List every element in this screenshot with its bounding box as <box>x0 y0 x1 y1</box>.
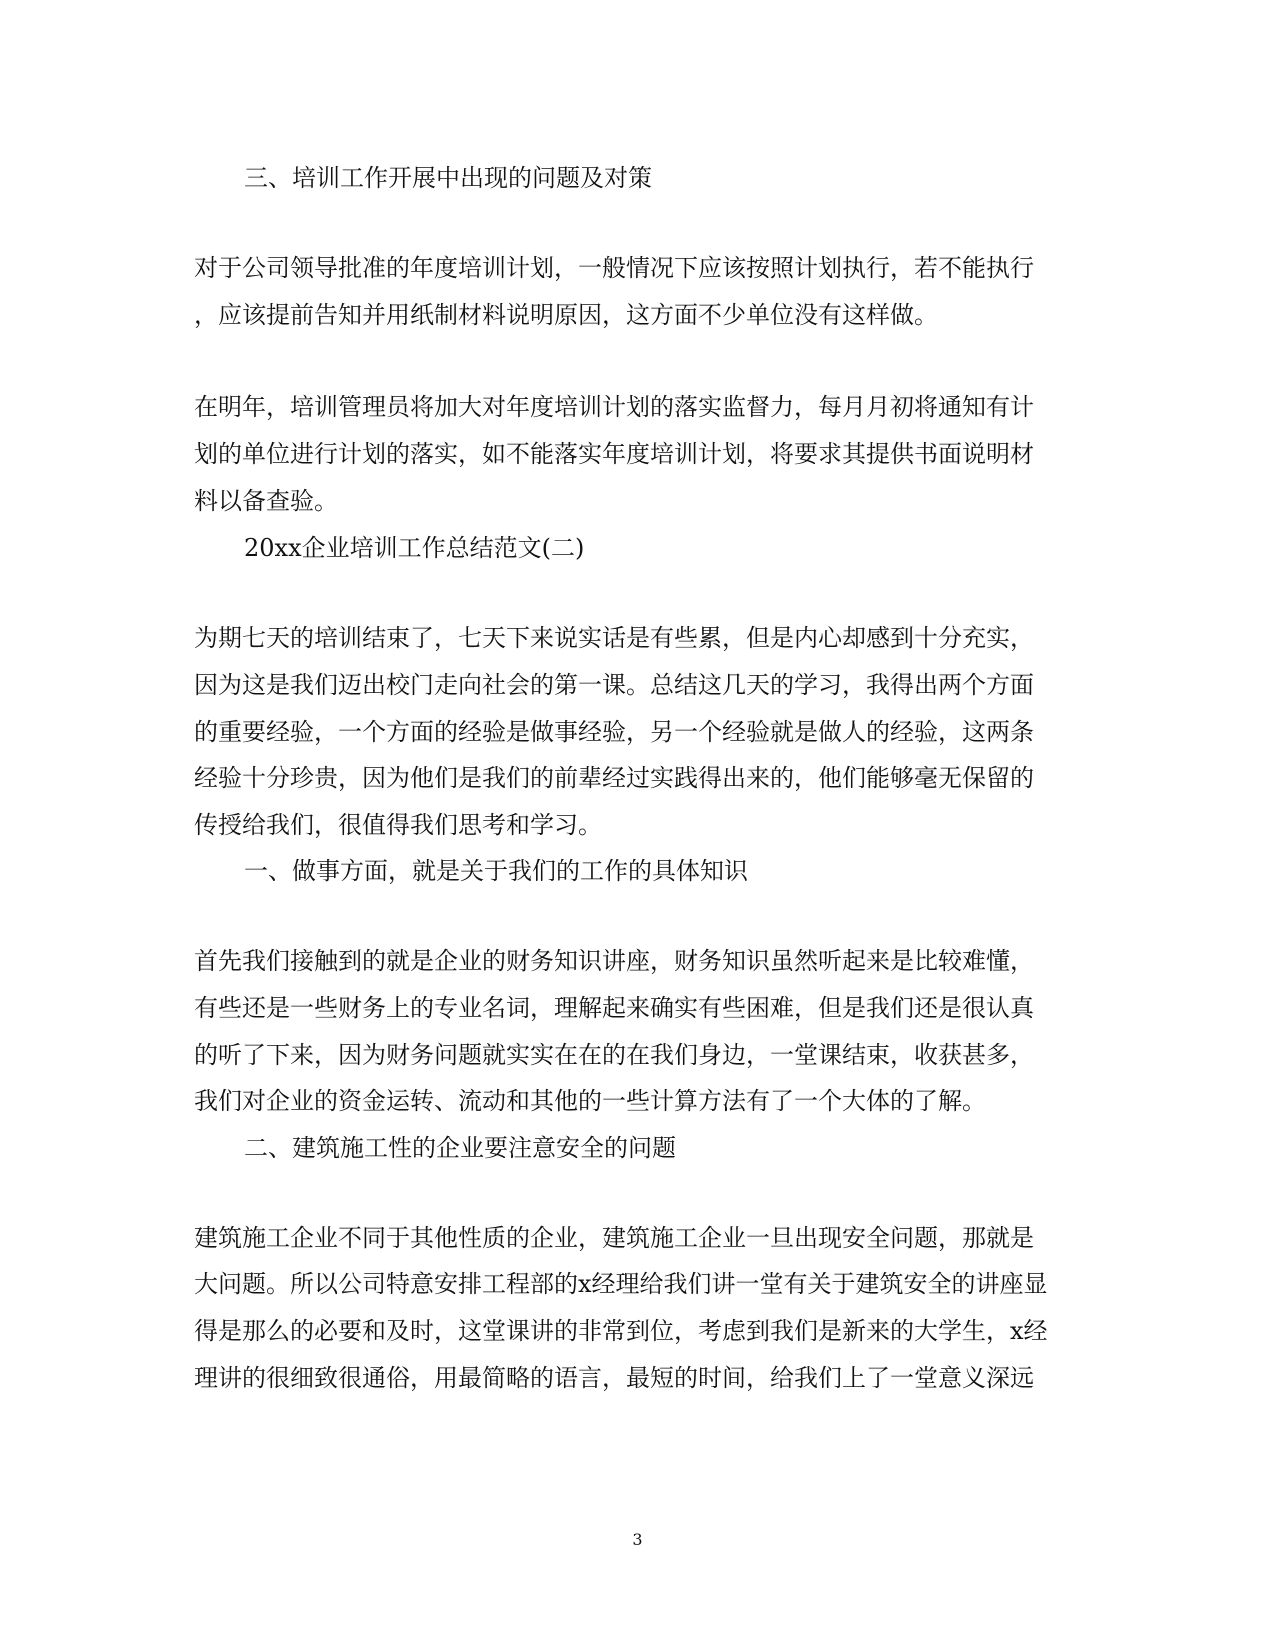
paragraph-line: 在明年，培训管理员将加大对年度培训计划的落实监督力，每月月初将通知有计 <box>194 393 1034 421</box>
paragraph-line: 大问题。所以公司特意安排工程部的x经理给我们讲一堂有关于建筑安全的讲座显 <box>194 1270 1048 1298</box>
section-heading-1: 一、做事方面，就是关于我们的工作的具体知识 <box>244 857 748 885</box>
paragraph-line: 料以备查验。 <box>194 487 338 515</box>
paragraph-line: 得是那么的必要和及时，这堂课讲的非常到位，考虑到我们是新来的大学生，x经 <box>194 1317 1048 1345</box>
paragraph-line: 有些还是一些财务上的专业名词，理解起来确实有些困难，但是我们还是很认真 <box>194 994 1034 1022</box>
paragraph-line: 建筑施工企业不同于其他性质的企业，建筑施工企业一旦出现安全问题，那就是 <box>194 1224 1034 1252</box>
paragraph-line: 的重要经验，一个方面的经验是做事经验，另一个经验就是做人的经验，这两条 <box>194 718 1034 746</box>
paragraph-line: ，应该提前告知并用纸制材料说明原因，这方面不少单位没有这样做。 <box>194 301 938 329</box>
paragraph-line: 为期七天的培训结束了，七天下来说实话是有些累，但是内心却感到十分充实， <box>194 624 1034 652</box>
page-number: 3 <box>632 1530 643 1549</box>
section-heading-3: 三、培训工作开展中出现的问题及对策 <box>244 164 652 192</box>
section-heading-2: 二、建筑施工性的企业要注意安全的问题 <box>244 1134 676 1162</box>
paragraph-line: 划的单位进行计划的落实，如不能落实年度培训计划，将要求其提供书面说明材 <box>194 440 1034 468</box>
paragraph-line: 我们对企业的资金运转、流动和其他的一些计算方法有了一个大体的了解。 <box>194 1087 986 1115</box>
paragraph-line: 对于公司领导批准的年度培训计划，一般情况下应该按照计划执行，若不能执行 <box>194 254 1034 282</box>
paragraph-line: 的听了下来，因为财务问题就实实在在的在我们身边，一堂课结束，收获甚多， <box>194 1041 1034 1069</box>
article-title: 20xx企业培训工作总结范文(二) <box>244 534 585 562</box>
paragraph-line: 理讲的很细致很通俗，用最简略的语言，最短的时间，给我们上了一堂意义深远 <box>194 1364 1034 1392</box>
paragraph-line: 传授给我们，很值得我们思考和学习。 <box>194 811 602 839</box>
paragraph-line: 因为这是我们迈出校门走向社会的第一课。总结这几天的学习，我得出两个方面 <box>194 671 1034 699</box>
paragraph-line: 经验十分珍贵，因为他们是我们的前辈经过实践得出来的，他们能够毫无保留的 <box>194 764 1034 792</box>
paragraph-line: 首先我们接触到的就是企业的财务知识讲座，财务知识虽然听起来是比较难懂， <box>194 947 1034 975</box>
